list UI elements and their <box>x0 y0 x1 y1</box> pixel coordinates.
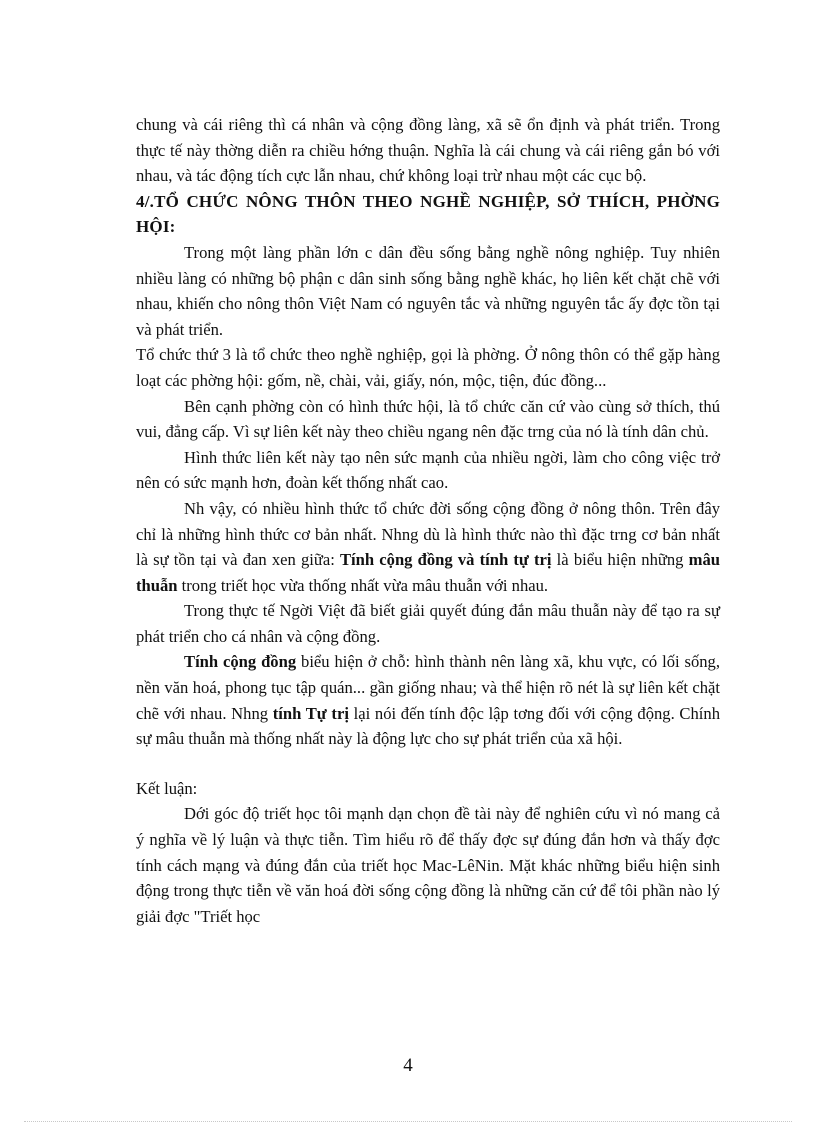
conclusion-label: Kết luận: <box>136 778 198 798</box>
paragraph-resolution: Trong thực tế Ngời Việt đã biết giải quyết đúng đắn mâu thuẫn này để tạo ra sự phát triển cho cá nhân và cộng đồng. <box>136 601 720 646</box>
paragraph-occupations: Trong một làng phần lớn c dân đều sống bằng nghề nông nghiệp. Tuy nhiên nhiều làng có những bộ phận c dân sinh sống bằng nghề khác, họ liên kết chặt chẽ với nhau, khiến cho nông thôn Việt Nam có nguyên tắc và những nguyên tắc ấy đợc tồn tại và phát triển. <box>136 242 720 339</box>
text-segment: Nh vậy, có nhiều hình thức tổ chức đời sống cộng đồng ở nông thôn. Trên đây chỉ là những hình thức cơ bản nhất. Nhng dù là hình thức nào thì đặc trng cơ bản nhất là sự tồn tại và đan xen giữa: <box>136 498 720 570</box>
paragraph-conclusion: Dới góc độ triết học tôi mạnh dạn chọn đề tài này để nghiên cứu vì nó mang cả ý nghĩa về lý luận và thực tiễn. Tìm hiểu rõ để thấy đợc sự đúng đắn hơn và thấy đợc tính cách mạng và đúng đắn của triết học Mac-LêNin. Mặt khác những biểu hiện sinh động trong thực tiễn về văn hoá đời sống cộng đồng là những căn cứ để tôi phần nào lý giải đợc "Triết học <box>136 804 720 926</box>
paragraph-strength: Hình thức liên kết này tạo nên sức mạnh của nhiều ngời, làm cho công việc trở nên có sức mạnh hơn, đoàn kết thống nhất cao. <box>136 447 720 493</box>
section-heading: 4/.TỔ CHỨC NÔNG THÔN THEO NGHỀ NGHIỆP, SỞ THÍCH, PHỜNG HỘI: <box>136 191 720 237</box>
page-number: 4 <box>403 1055 413 1076</box>
paragraph-associations: Bên cạnh phờng còn có hình thức hội, là tổ chức căn cứ vào cùng sở thích, thú vui, đẳng cấp. Vì sự liên kết này theo chiều ngang nên đặc trng của nó là tính dân chủ. <box>136 396 720 442</box>
paragraph-community-trait <box>136 649 720 751</box>
bold-term-community-autonomy: Tính cộng đồng và tính tự trị <box>339 550 552 570</box>
bold-term-contradiction: mâu thuẫn <box>136 550 720 595</box>
text-segment: biểu hiện ở chỗ: hình thành nên làng xã, khu vực, có lối sống, nền văn hoá, phong tục tập quán... gần giống nhau; và thể hiện rõ nét là sự liên kết chặt chẽ với nhau. Nhng <box>136 652 721 723</box>
page-bottom-divider <box>24 1121 792 1122</box>
paragraph-intro: chung và cái riêng thì cá nhân và cộng đồng làng, xã sẽ ổn định và phát triển. Trong thực tế này thờng diễn ra chiều hớng thuận. Nghĩa là cái chung và cái riêng gắn bó với nhau, và tác động tích cực lẫn nhau, chứ không loại trừ nhau một các cục bộ. <box>136 115 720 186</box>
document-page <box>136 112 720 929</box>
text-segment: trong triết học vừa thống nhất vừa mâu thuẫn với nhau. <box>177 575 549 595</box>
spacer <box>136 752 720 776</box>
paragraph-community-forms <box>136 496 720 598</box>
bold-term-autonomy: tính Tự trị <box>272 703 349 723</box>
text-segment: là biểu hiện những <box>551 550 689 570</box>
paragraph-guilds: Tổ chức thứ 3 là tổ chức theo nghề nghiệp, gọi là phờng. Ở nông thôn có thể gặp hàng loạt các phờng hội: gốm, nề, chài, vải, giấy, nón, mộc, tiện, đúc đồng... <box>136 345 720 390</box>
bold-term-community: Tính cộng đồng <box>184 652 297 672</box>
text-segment: lại nói đến tính độc lập tơng đối với cộng động. Chính sự mâu thuẫn mà thống nhất này là động lực cho sự phát triển của xã hội. <box>136 703 720 749</box>
